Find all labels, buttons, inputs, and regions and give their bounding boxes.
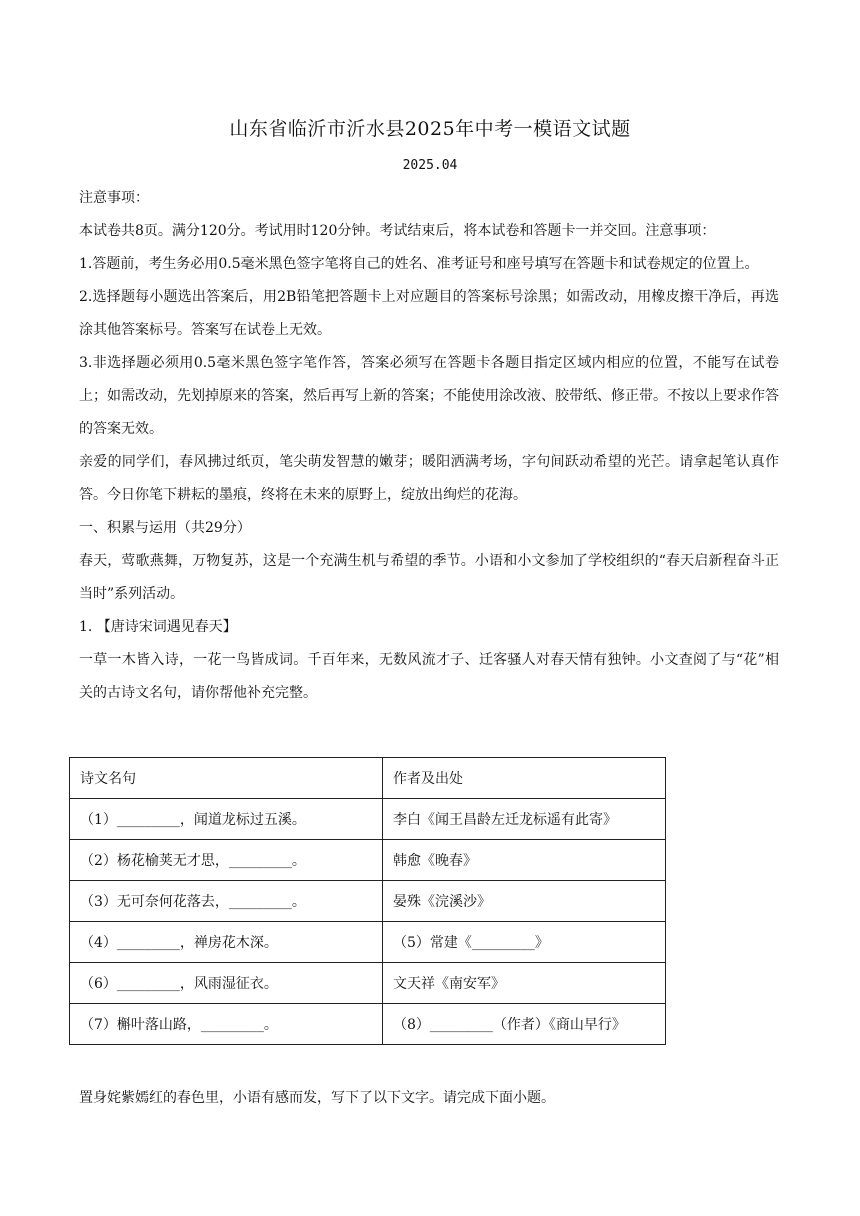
table-cell-line: （2）杨花榆荚无才思，_________。: [70, 840, 383, 881]
table-row: [70, 799, 666, 840]
table-cell-source: （8）_________（作者）《商山早行》: [383, 1004, 666, 1045]
follow-up-text: [79, 1082, 779, 1115]
table-cell-source: （5）常建《_________》: [383, 922, 666, 963]
table-cell-source: 文天祥《南安军》: [383, 963, 666, 1004]
section-heading: 一、积累与运用（共29分）: [79, 520, 251, 536]
question-1-title: 1. 【唐诗宋词遇见春天】: [79, 619, 237, 635]
table-row: [70, 1004, 666, 1045]
table-row: [70, 840, 666, 881]
table-cell-line: （3）无可奈何花落去，_________。: [70, 881, 383, 922]
table-cell-line: （7）槲叶落山路，_________。: [70, 1004, 383, 1045]
table-row: [70, 963, 666, 1004]
activity-intro: 春天，莺歌燕舞，万物复苏，这是一个充满生机与希望的季节。小语和小文参加了学校组织的“春天启新程奋斗正当时”系列活动。: [79, 553, 779, 602]
encouragement-paragraph: 亲爱的同学们，春风拂过纸页，笔尖萌发智慧的嫩芽；暖阳洒满考场，字句间跃动希望的光芒。请拿起笔认真作答。今日你笔下耕耘的墨痕，终将在未来的原野上，绽放出绚烂的花海。: [79, 454, 779, 503]
table-cell-source: 晏殊《浣溪沙》: [383, 881, 666, 922]
poem-table: [69, 757, 666, 1045]
table-row: [70, 881, 666, 922]
notice-heading: 注意事项：: [79, 190, 149, 206]
table-header-row: [70, 758, 666, 799]
table-cell-line: （6）_________，风雨湿征衣。: [70, 963, 383, 1004]
table-row: [70, 922, 666, 963]
instructions-body: [79, 182, 779, 710]
exam-title: 山东省临沂市沂水县2025年中考一模语文试题: [229, 118, 631, 140]
exam-date: 2025.04: [402, 158, 458, 173]
notice-item-3: 3.非选择题必须用0.5毫米黑色签字笔作答，答案必须写在答题卡各题目指定区域内相应的位置，不能写在试卷上；如需改动，先划掉原来的答案，然后再写上新的答案；不能使用涂改液、胶带纸、修正带。不按以上要求作答的答案无效。: [79, 355, 779, 437]
table-header-cell: 诗文名句: [70, 758, 383, 799]
table-header-cell: 作者及出处: [383, 758, 666, 799]
follow-up-paragraph: 置身姹紫嫣红的春色里，小语有感而发，写下了以下文字。请完成下面小题。: [79, 1090, 555, 1106]
notice-summary: 本试卷共8页。满分120分。考试用时120分钟。考试结束后，将本试卷和答题卡一并交回。注意事项：: [79, 223, 716, 239]
table-cell-source: 韩愈《晚春》: [383, 840, 666, 881]
table-cell-line: （4）_________，禅房花木深。: [70, 922, 383, 963]
table-cell-line: （1）_________，闻道龙标过五溪。: [70, 799, 383, 840]
question-1-prompt: 一草一木皆入诗，一花一鸟皆成词。千百年来，无数风流才子、迁客骚人对春天情有独钟。小文查阅了与“花”相关的古诗文名句，请你帮他补充完整。: [79, 652, 779, 701]
table-cell-source: 李白《闻王昌龄左迁龙标遥有此寄》: [383, 799, 666, 840]
notice-item-2: 2.选择题每小题选出答案后，用2B铅笔把答题卡上对应题目的答案标号涂黑；如需改动，用橡皮擦干净后，再选涂其他答案标号。答案写在试卷上无效。: [79, 289, 779, 338]
notice-item-1: 1.答题前，考生务必用0.5毫米黑色签字笔将自己的姓名、准考证号和座号填写在答题卡和试卷规定的位置上。: [79, 256, 759, 272]
